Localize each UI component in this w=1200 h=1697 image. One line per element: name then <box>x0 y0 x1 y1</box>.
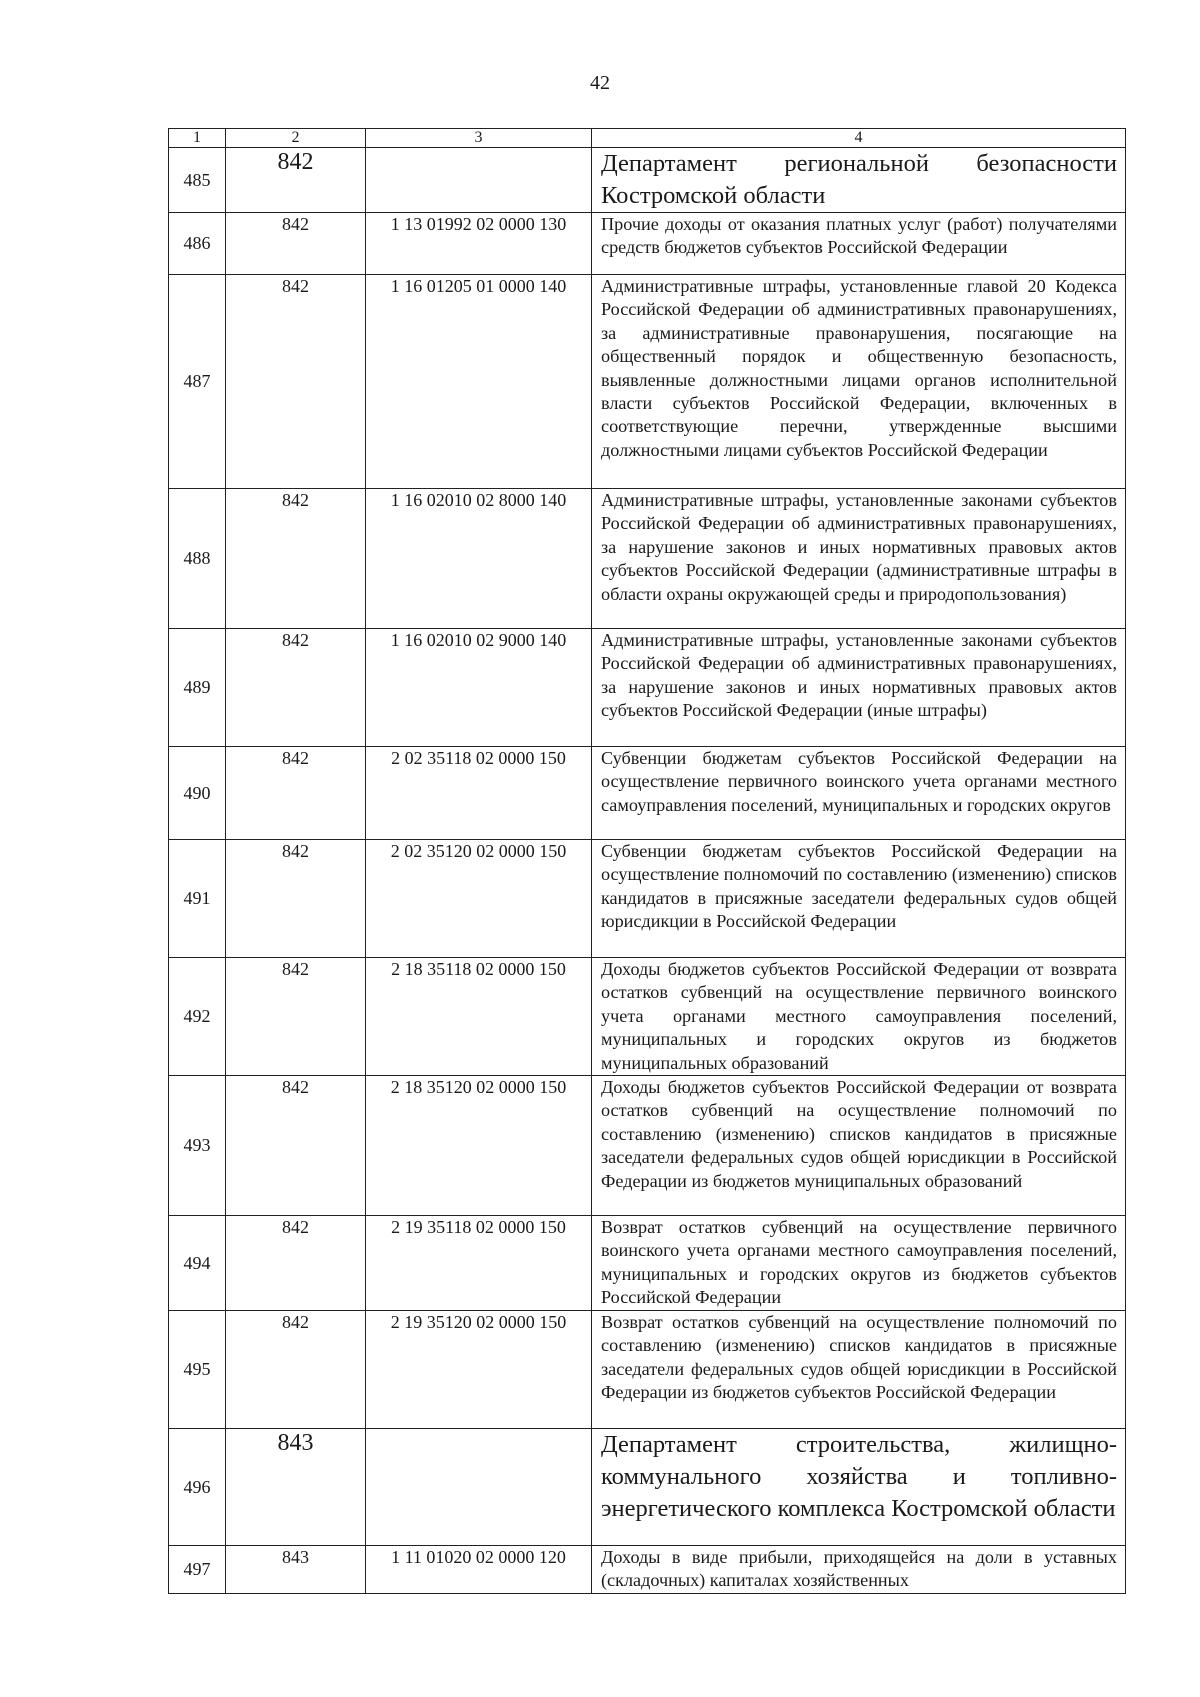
admin-code: 842 <box>226 275 366 489</box>
row-number: 489 <box>169 629 226 747</box>
row-number: 496 <box>169 1429 226 1546</box>
revenue-codes-table <box>168 128 1126 1594</box>
row-number: 488 <box>169 489 226 629</box>
revenue-description: Административные штрафы, установленные законами субъектов Российской Федерации об административных правонарушениях, за нарушение законов и иных нормативных правовых актов субъектов Российской Федерации (административные штрафы в области охраны окружающей среды и природопользования) <box>592 489 1126 629</box>
table-row <box>169 958 1126 1076</box>
revenue-description: Административные штрафы, установленные главой 20 Кодекса Российской Федерации об административных правонарушениях, за административные правонарушения, посягающие на общественный порядок и общественную безопасность, выявленные должностными лицами органов исполнительной власти субъектов Российской Федерации, включенных в соответствующие перечни, утвержденные высшими должностными лицами субъектов Российской Федерации <box>592 275 1126 489</box>
revenue-description: Прочие доходы от оказания платных услуг (работ) получателями средств бюджетов субъектов Российской Федерации <box>592 213 1126 275</box>
row-number: 491 <box>169 840 226 958</box>
admin-code: 842 <box>226 489 366 629</box>
table-row <box>169 1076 1126 1216</box>
table-row <box>169 213 1126 275</box>
admin-code: 842 <box>226 1216 366 1311</box>
admin-code: 843 <box>226 1546 366 1594</box>
row-number: 487 <box>169 275 226 489</box>
row-number: 485 <box>169 148 226 213</box>
admin-code: 842 <box>226 958 366 1076</box>
column-number-4: 4 <box>592 129 1126 148</box>
admin-code: 843 <box>226 1429 366 1546</box>
revenue-code: 1 16 02010 02 9000 140 <box>366 629 592 747</box>
revenue-code <box>366 1429 592 1546</box>
table-row <box>169 1546 1126 1594</box>
column-number-2: 2 <box>226 129 366 148</box>
table-row <box>169 489 1126 629</box>
revenue-description: Доходы в виде прибыли, приходящейся на доли в уставных (складочных) капиталах хозяйственных <box>592 1546 1126 1594</box>
row-number: 497 <box>169 1546 226 1594</box>
revenue-description: Доходы бюджетов субъектов Российской Федерации от возврата остатков субвенций на осуществление полномочий по составлению (изменению) списков кандидатов в присяжные заседатели федеральных судов общей юрисдикции в Российской Федерации из бюджетов муниципальных образований <box>592 1076 1126 1216</box>
revenue-code: 1 13 01992 02 0000 130 <box>366 213 592 275</box>
revenue-code: 2 02 35120 02 0000 150 <box>366 840 592 958</box>
revenue-code: 2 02 35118 02 0000 150 <box>366 747 592 840</box>
revenue-description: Административные штрафы, установленные законами субъектов Российской Федерации об административных правонарушениях, за нарушение законов и иных нормативных правовых актов субъектов Российской Федерации (иные штрафы) <box>592 629 1126 747</box>
column-number-row <box>169 129 1126 148</box>
revenue-description: Доходы бюджетов субъектов Российской Федерации от возврата остатков субвенций на осуществление первичного воинского учета органами местного самоуправления поселений, муниципальных и городских округов из бюджетов муниципальных образований <box>592 958 1126 1076</box>
revenue-code: 2 19 35118 02 0000 150 <box>366 1216 592 1311</box>
page-number: 42 <box>590 72 610 94</box>
revenue-description: Департамент региональной безопасности Костромской области <box>592 148 1126 213</box>
row-number: 494 <box>169 1216 226 1311</box>
row-number: 493 <box>169 1076 226 1216</box>
table-row <box>169 1429 1126 1546</box>
admin-code: 842 <box>226 148 366 213</box>
admin-code: 842 <box>226 747 366 840</box>
revenue-description: Возврат остатков субвенций на осуществление полномочий по составлению (изменению) списков кандидатов в присяжные заседатели федеральных судов общей юрисдикции в Российской Федерации из бюджетов субъектов Российской Федерации <box>592 1311 1126 1429</box>
table-row <box>169 1216 1126 1311</box>
table-row <box>169 629 1126 747</box>
admin-code: 842 <box>226 840 366 958</box>
row-number: 490 <box>169 747 226 840</box>
revenue-code: 1 16 02010 02 8000 140 <box>366 489 592 629</box>
column-number-3: 3 <box>366 129 592 148</box>
admin-code: 842 <box>226 1076 366 1216</box>
admin-code: 842 <box>226 629 366 747</box>
table-row <box>169 840 1126 958</box>
table-row <box>169 148 1126 213</box>
row-number: 486 <box>169 213 226 275</box>
revenue-description: Субвенции бюджетам субъектов Российской Федерации на осуществление полномочий по составлению (изменению) списков кандидатов в присяжные заседатели федеральных судов общей юрисдикции в Российской Федерации <box>592 840 1126 958</box>
revenue-code: 2 18 35118 02 0000 150 <box>366 958 592 1076</box>
row-number: 495 <box>169 1311 226 1429</box>
table-row <box>169 275 1126 489</box>
admin-code: 842 <box>226 213 366 275</box>
revenue-code <box>366 148 592 213</box>
revenue-description: Субвенции бюджетам субъектов Российской Федерации на осуществление первичного воинского учета органами местного самоуправления поселений, муниципальных и городских округов <box>592 747 1126 840</box>
revenue-description: Возврат остатков субвенций на осуществление первичного воинского учета органами местного самоуправления поселений, муниципальных и городских округов из бюджетов субъектов Российской Федерации <box>592 1216 1126 1311</box>
revenue-code: 2 19 35120 02 0000 150 <box>366 1311 592 1429</box>
table-row <box>169 747 1126 840</box>
revenue-code: 1 11 01020 02 0000 120 <box>366 1546 592 1594</box>
table-row <box>169 1311 1126 1429</box>
row-number: 492 <box>169 958 226 1076</box>
revenue-code: 2 18 35120 02 0000 150 <box>366 1076 592 1216</box>
revenue-code: 1 16 01205 01 0000 140 <box>366 275 592 489</box>
revenue-description: Департамент строительства, жилищно-коммунального хозяйства и топливно-энергетического комплекса Костромской области <box>592 1429 1126 1546</box>
column-number-1: 1 <box>169 129 226 148</box>
admin-code: 842 <box>226 1311 366 1429</box>
table-body <box>169 129 1126 1594</box>
